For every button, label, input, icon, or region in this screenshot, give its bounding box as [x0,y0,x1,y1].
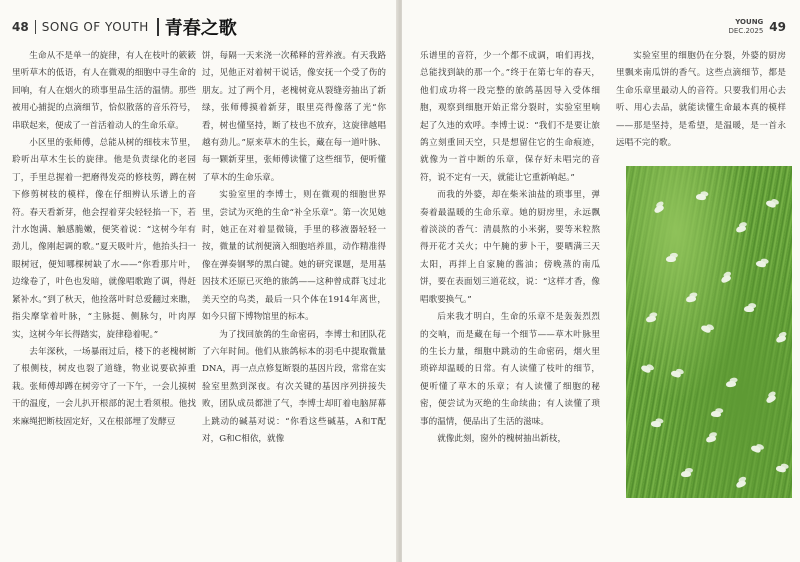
brand-logo: YOUNG [735,18,764,26]
paragraph: 生命从不是单一的旋律，有人在枝叶的簌簌里听草木的低语，有人在微观的细胞中寻生命的回响，有人在烟火的琐事里品生活的温情。那些被用心捕捉的点滴细节，恰似散落的音乐符号，串联起来，便成了一首活着动人的生命乐章。 [12,51,196,131]
text-column-2 [202,48,386,562]
paragraph: 小区里的张师傅，总能从树的细枝末节里，聆听出草木生长的旋律。他是负责绿化的老园丁，手里总握着一把磨得发亮的修枝剪，蹲在树下修剪树枝的模样，像在仔细辨认乐谱上的音符。春天看新芽，他会捏着芽尖轻轻掐一下，若汁水饱满、触感脆嫩，便笑着说：“这树今年有劲儿，像刚起调的歌。”夏天吸叶片，他抬头扫一眼树冠，便知哪棵树缺了水——“你看那片叶，边缘卷了，叶色也发暗，就像唱歌跑了调，得赶紧补水。”到了秋天，他捡落叶时总爱翻过来瞧，指尖摩挲着叶脉，“主脉挺、侧脉匀，叶肉厚实，这树今年长得踏实，旋律稳着呢。” [12,138,196,340]
paragraph: 后来我才明白，生命的乐章不是轰轰烈烈的交响，而是藏在每一个细节——草木叶脉里的生长力量，细胞中跳动的生命密码，烟火里琐碎却温暖的日常。有人读懂了枝叶的细节，便听懂了草木的乐章；有人读懂了细胞的秘密，便尝试为灭绝的生命续曲；有人读懂了琐事的温情，便品出了生活的滋味。 [420,312,600,427]
paragraph: 为了找回旅鸽的生命密码，李博士和团队花了六年时间。他们从旅鸽标本的羽毛中提取微量DNA，再一点点修复断裂的基因片段，常常在实验室里熬到深夜。有次关键的基因序列拼接失败，团队成员都泄了气，李博士却盯着电脑屏幕上跳动的碱基对说：“你看这些碱基，A和T配对，G和C相依，就像 [202,329,386,444]
paragraph: 而我的外婆，却在柴米油盐的琐事里，弹奏着最温暖的生命乐章。她的厨房里，永远飘着淡淡的香气：清晨熬的小米粥，要等米粒熬得开花才关火；中午腌的萝卜干，要晒满三天太阳，再拌上自家腌的酱油；傍晚蒸的南瓜饼，要在表面划三道花纹，说：“这样才香，像唱歌要换气。” [420,190,600,305]
butterfly-shape [705,435,716,443]
brand-block [729,18,764,36]
butterfly-shape [744,306,754,313]
butterfly-shape [735,225,746,234]
butterfly-shape [765,199,776,208]
article-title: 青春之歌 [164,18,237,39]
left-page [0,0,398,562]
text-column-3 [420,48,600,562]
butterfly-shape [711,411,721,418]
paragraph: 实验室里的细胞仍在分裂，外婆的厨房里飘来南瓜饼的香气。这些点滴细节，都是生命乐章里最动人的音符。只要我们用心去听、用心去品，就能读懂生命最本真的模样——那是坚持，是希望，是温暖，是一首永远唱不完的歌。 [616,51,786,149]
text-column-4 [616,48,786,172]
header-divider [35,20,36,34]
butterfly-shape [750,444,762,453]
butterfly-shape [686,295,697,303]
issue-date: DEC.2025 [728,27,764,35]
butterfly-shape [735,479,747,489]
text-column-1 [12,48,196,562]
butterfly-shape [775,334,786,343]
butterfly-shape [765,394,777,404]
right-page [402,0,800,562]
butterfly-shape [720,274,732,284]
paragraph: 实验室里的李博士，则在微观的细胞世界里，尝试为灭绝的生命“补全乐章”。第一次见她时，她正在对着显微镜，手里的移液器轻轻一按，微量的试剂便滴入细胞培养皿，动作精准得像在弹奏钢琴的黑白键。她的研究课题，是用基因技术还原已灭绝的旅鸽——这种曾成群飞过北美天空的鸟类，最后一只个体在1914年离世，如今只留下博物馆里的标本。 [202,190,386,323]
butterfly-shape [700,324,712,334]
butterfly-shape [666,256,676,262]
butterfly-shape [726,380,737,387]
running-header-right [729,16,786,38]
butterfly-shape [651,420,662,427]
butterflies-on-grass-image [626,166,792,498]
header-divider-bold [157,18,159,36]
butterfly-shape [640,364,652,374]
running-header-left [12,16,237,38]
butterfly-shape [755,260,766,268]
butterfly-shape [681,471,691,477]
butterfly-shape [775,465,786,473]
page-number-left: 48 [12,20,29,34]
paragraph: 饼，每隔一天来浇一次稀释的营养液。有天我路过，见他正对着树干说话，像安抚一个受了伤的朋友。过了两个月，老槐树竟从裂缝旁抽出了新绿，张师傅摸着新芽，眼里亮得像落了光“你看，树也懂坚持，断了枝也不放弃，这旋律越唱越有劲儿。”原来草木的生长，藏在每一道叶脉、每一颗新芽里，张师傅读懂了这些细节，便听懂了草木的生命乐章。 [202,51,386,183]
paragraph: 去年深秋，一场暴雨过后，楼下的老槐树断了根侧枝，树皮也裂了道缝，物业说要砍掉重栽。张师傅却蹲在树旁守了一下午，一会儿摸树干的温度，一会儿扒开根部的泥土看须根。他找来麻绳把断枝固定好，又在根部埋了发酵豆 [12,346,196,427]
paragraph: 乐谱里的音符，少一个都不成调，咱们再找，总能找到缺的那一个。”终于在第七年的春天，他们成功将一段完整的旅鸽基因导入受体细胞，观察到细胞开始正常分裂时，实验室里响起了久违的欢呼。李博士说：“我们不是要让旅鸽立刻重回天空，只是想留住它的生命痕迹，就像为一首中断的乐章，保存好未唱完的音符，说不定有一天，就能让它重新响起。” [420,51,600,183]
paragraph: 就像此刻，窗外的槐树抽出新枝， [437,433,567,444]
butterfly-shape [696,193,707,200]
butterfly-shape [646,315,657,323]
page-number-right: 49 [769,20,786,34]
butterfly-shape [670,370,681,379]
butterfly-shape [653,204,665,214]
section-name: SONG OF YOUTH [41,20,149,34]
